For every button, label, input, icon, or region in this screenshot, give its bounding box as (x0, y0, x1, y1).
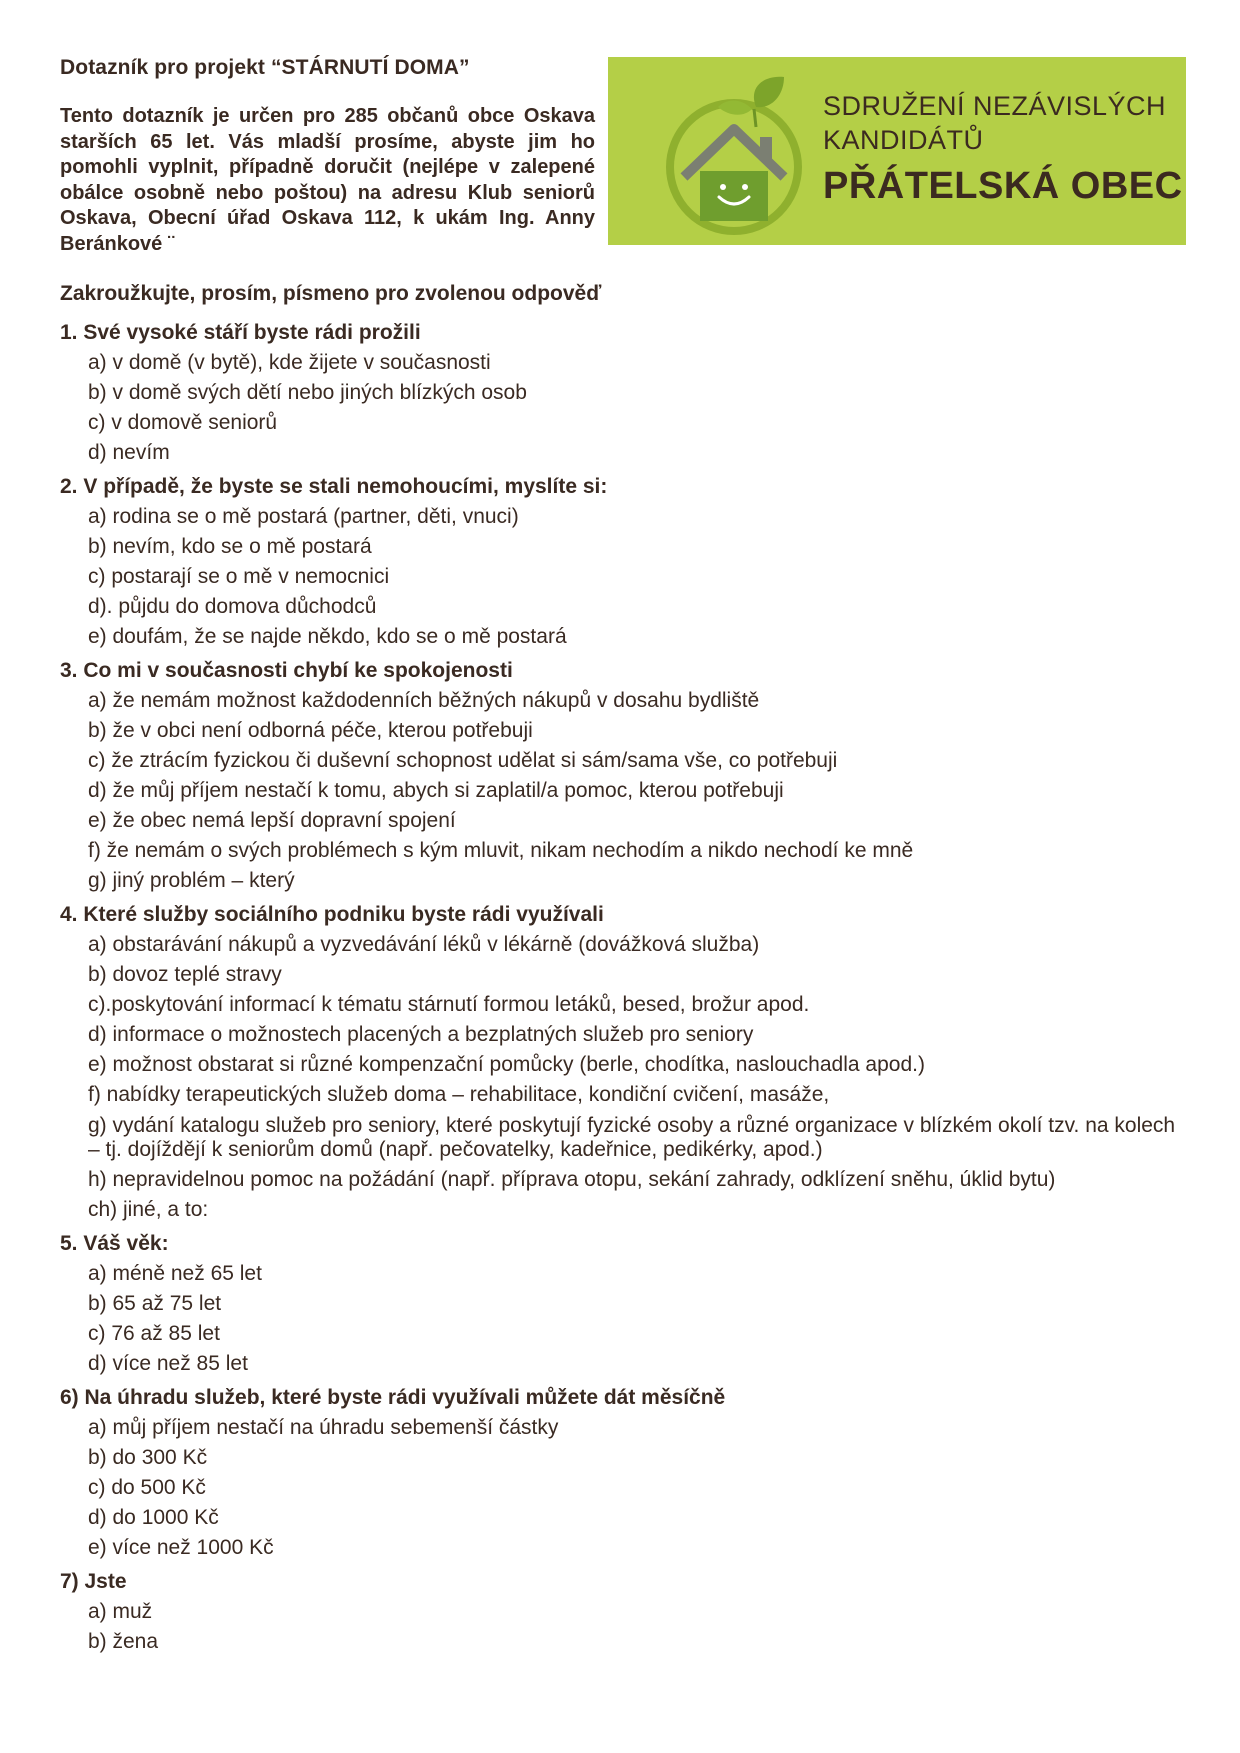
option-item[interactable]: g) jiný problém – který (88, 869, 295, 892)
question-text: 6) Na úhradu služeb, které byste rádi využívali můžete dát měsíčně (60, 1386, 726, 1409)
question-3 (60, 656, 1190, 896)
option-item[interactable]: c).poskytování informací k tématu stárnutí formou letáků, besed, brožur apod. (88, 993, 810, 1016)
option-item[interactable]: c) v domově seniorů (88, 411, 278, 434)
banner-line-2: KANDIDÁTŮ (823, 125, 984, 155)
question-text: 7) Jste (60, 1570, 127, 1593)
instruction-text: Zakroužkujte, prosím, písmeno pro zvolenou odpověď (60, 282, 602, 305)
option-list (60, 1259, 1190, 1379)
intro-paragraph: Tento dotazník je určen pro 285 občanů obce Oskava starších 65 let. Vás mladší prosíme, abyste jim ho pomohli vyplnit, případně doručit (nejlépe v zalepené obálce osobně nebo poštou) na adresu Klub seniorů Oskava, Obecní úřad Oskava 112, k ukám Ing. Anny Beránkové ¨ (60, 105, 595, 255)
option-item[interactable]: b) dovoz teplé stravy (88, 963, 282, 986)
option-item[interactable]: c) že ztrácím fyzickou či duševní schopnost udělat si sám/sama vše, co potřebuji (88, 749, 838, 772)
question-4 (60, 900, 1190, 1225)
question-5 (60, 1229, 1190, 1379)
option-item[interactable]: c) postarají se o mě v nemocnici (88, 565, 390, 588)
option-list (60, 930, 1190, 1225)
question-text: 1. Své vysoké stáří byste rádi prožili (60, 321, 421, 344)
option-item[interactable]: a) rodina se o mě postará (partner, děti, vnuci) (88, 505, 519, 528)
question-1 (60, 318, 1190, 468)
option-item[interactable]: a) muž (88, 1600, 153, 1623)
document-title: Dotazník pro projekt “STÁRNUTÍ DOMA” (60, 56, 470, 79)
option-item[interactable]: b) žena (88, 1630, 159, 1653)
option-item[interactable]: b) nevím, kdo se o mě postará (88, 535, 372, 558)
option-item[interactable]: a) můj příjem nestačí na úhradu sebemenší částky (88, 1416, 559, 1439)
option-item[interactable]: b) 65 až 75 let (88, 1292, 222, 1315)
option-list (60, 502, 1190, 652)
option-item[interactable]: d) informace o možnostech placených a bezplatných služeb pro seniory (88, 1023, 754, 1046)
option-item[interactable]: f) že nemám o svých problémech s kým mluvit, nikam nechodím a nikdo nechodí ke mně (88, 839, 914, 862)
option-item[interactable]: c) 76 až 85 let (88, 1322, 220, 1345)
option-item[interactable]: a) že nemám možnost každodenních běžných nákupů v dosahu bydliště (88, 689, 760, 712)
questionnaire-body (60, 280, 1190, 1661)
question-7 (60, 1567, 1190, 1657)
banner-line-1: SDRUŽENÍ NEZÁVISLÝCH (823, 91, 1167, 121)
option-item[interactable]: h) nepravidelnou pomoc na požádání (např. příprava otopu, sekání zahrady, odklízení sněhu, úklid bytu) (88, 1168, 1056, 1191)
option-item[interactable]: a) obstarávání nákupů a vyzvedávání léků v lékárně (dovážková služba) (88, 933, 760, 956)
option-item[interactable]: f) nabídky terapeutických služeb doma – rehabilitace, kondiční cvičení, masáže, (88, 1083, 830, 1106)
option-list (60, 686, 1190, 896)
option-item[interactable]: d). půjdu do domova důchodců (88, 595, 377, 618)
organization-banner (608, 57, 1186, 245)
question-text: 3. Co mi v současnosti chybí ke spokojenosti (60, 659, 513, 682)
option-item[interactable]: b) do 300 Kč (88, 1446, 208, 1469)
option-item[interactable]: b) že v obci není odborná péče, kterou potřebuji (88, 719, 533, 742)
option-item[interactable]: a) méně než 65 let (88, 1262, 262, 1285)
option-item[interactable]: ch) jiné, a to: (88, 1198, 209, 1221)
option-list (60, 1413, 1190, 1563)
banner-title: PŘÁTELSKÁ OBEC (823, 165, 1183, 207)
option-item[interactable]: d) že můj příjem nestačí k tomu, abych si zaplatil/a pomoc, kterou potřebuji (88, 779, 784, 802)
option-item[interactable]: b) v domě svých dětí nebo jiných blízkých osob (88, 381, 527, 404)
option-item[interactable]: d) do 1000 Kč (88, 1506, 219, 1529)
option-item[interactable]: e) možnost obstarat si různé kompenzační pomůcky (berle, chodítka, naslouchadla apod.) (88, 1053, 925, 1076)
question-2 (60, 472, 1190, 652)
option-list (60, 348, 1190, 468)
option-item[interactable]: e) více než 1000 Kč (88, 1536, 274, 1559)
option-item[interactable]: a) v domě (v bytě), kde žijete v současnosti (88, 351, 491, 374)
option-item[interactable]: e) doufám, že se najde někdo, kdo se o mě postará (88, 625, 567, 648)
option-list (60, 1597, 1190, 1657)
question-text: 5. Váš věk: (60, 1232, 169, 1255)
question-text: 2. V případě, že byste se stali nemohoucími, myslíte si: (60, 475, 608, 498)
header-left (60, 56, 595, 257)
smiling-house-icon (656, 67, 816, 237)
option-item[interactable]: c) do 500 Kč (88, 1476, 206, 1499)
option-item[interactable]: e) že obec nemá lepší dopravní spojení (88, 809, 456, 832)
question-6 (60, 1383, 1190, 1563)
option-item[interactable]: g) vydání katalogu služeb pro seniory, které poskytují fyzické osoby a různé organizace v blízkém okolí tzv. na kolech – tj. dojíždějí k seniorům domů (např. pečovatelky, kadeřnice, pedikérky, apod.) (88, 1114, 1176, 1161)
question-text: 4. Které služby sociálního podniku byste rádi využívali (60, 903, 604, 926)
option-item[interactable]: d) více než 85 let (88, 1352, 248, 1375)
option-item[interactable]: d) nevím (88, 441, 170, 464)
